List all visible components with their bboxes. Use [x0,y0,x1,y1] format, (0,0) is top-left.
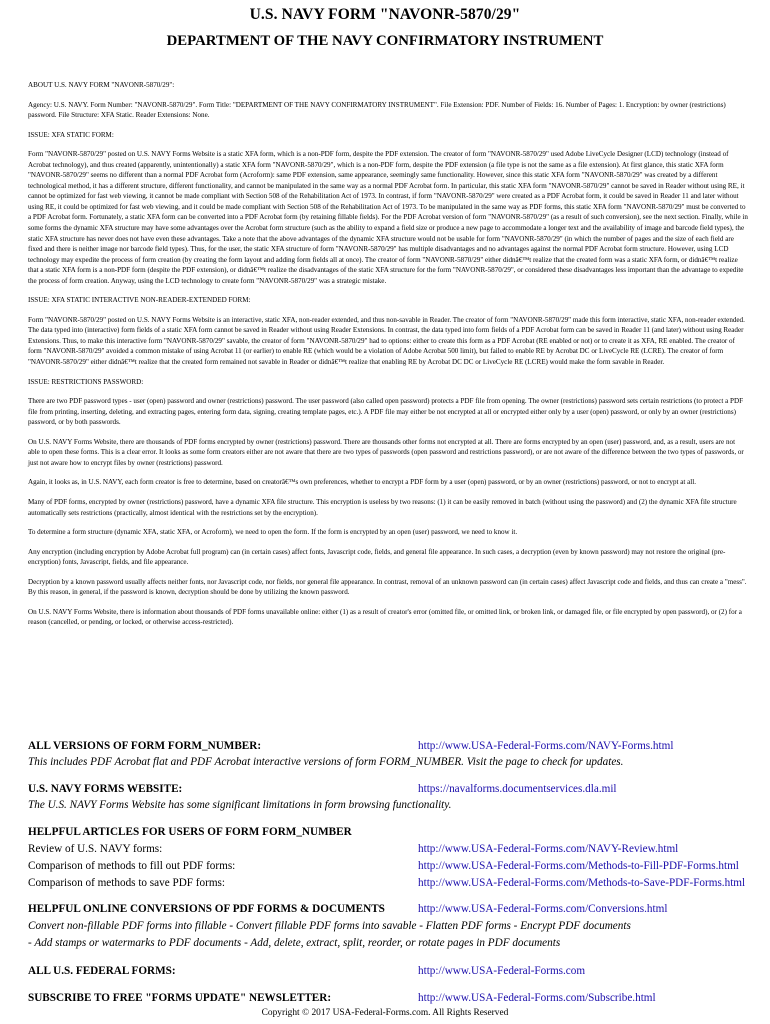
restrictions-paragraph: There are two PDF password types - user (open) password and owner (restrictions) password. The user password (also called open password) protects a PDF file from opening. The owner (restrictions) password sets certain restrictions (to protect a PDF file from printing, inserting, deleting, and extracting pages, entering form data, signing, creating template pages, etc.). A PDF file may either be not encrypted at all or encrypted either only by a user (open) password, or only by an owner (restrictions) password, or by both passwords. [28,397,744,427]
xfa-static-text: Form "NAVONR-5870/29" posted on U.S. NAVY Forms Website is a static XFA form, which is a non-PDF form, despite the PDF extension. The creator of form "NAVONR-5870/29" used Adobe LiveCycle Designer (LCD) technology (instead of Acrobat technology), and thus created (apparently, unintentionally) a static XFA form "NAVONR-5870/29", which is a non-PDF form, despite the PDF extension (a file type is not the same as a file extension). At first glance, this static XFA form "NAVONR-5870/29" seems no different than a normal PDF Acrobat form (Acroform): same PDF extension, same appearance, seemingly same functionality. However, since this static XFA form "NAVONR-5870/29" was created by a different technological method, it has a different structure, different functionality, and cannot be manipulated in the same way as a normal PDF Acrobat form. In particular, this static XFA form "NAVONR-5870/29" cannot be saved in Reader without using RE, it cannot be optimized for fast web viewing, it cannot be made compliant with Section 508 of the Rehabilitation Act of 1973. In contrast, if form "NAVONR-5870/29" were created as a PDF Acrobat form, it could be saved in Reader 11 and later without using RE, it could be optimized for fast web viewing, and it could be made compliant with Section 508 of the Rehabilitation Act of 1973. To be manipulated in the same way as PDF forms, this static XFA form "NAVONR-5870/29" must be converted to a PDF Acrobat form. Fortunately, a static XFA form can be converted into a PDF Acrobat form (by retaining fillable fields). For the PDF Acrobat version of form "NAVONR-5870/29" (as a result of such conversion), see the next section. Finally, while in some forms the dynamic XFA structure may have some advantages over the Acrobat form structure (such as the ability to expand a field size or produce a new page to accommodate a longer text and the availability of image and barcode field types), the static XFA structure has never does not have even these advantages. Take a note that the above advantages of the dynamic XFA structure would not be usable for form "NAVONR-5870/29" (in which the number of pages and the size of each field are fixed and there is neither image nor barcode field types). Thus, for the user, the static XFA structure of form "NAVONR-5870/29" has multiple disadvantages and no advantages against the normal PDF Acrobat form structure. However, using LCD technology may expedite the process of form creation (by creating the form layout and adding form fields all at once). The creator of form "NAVONR-5870/29" either didnâ€™t realize that the created form was a static XFA form, or didnâ€™t realize that a static XFA form is a non-PDF form (despite the PDF extension), or didnâ€™t realize the disadvantages of the static XFA structure for the form "NAVONR-5870/29", or considered these disadvantages less important than the advantage to expedite the process of form creation. Anyway, using the LCD technology to create form "NAVONR-5870/29" was a strategic mistake. [28,150,748,285]
navy-website-note: The U.S. NAVY Forms Website has some significant limitations in form browsing functionality. [28,799,452,811]
restrictions-heading: ISSUE: RESTRICTIONS PASSWORD: [28,377,144,386]
restrictions-paragraph: Many of PDF forms, encrypted by owner (restrictions) password, have a dynamic XFA file structure. This encryption is useless by two reasons: (1) it can be easily removed in batch (without using the password) and (2) the dynamic XFA file structure automatically sets restrictions (practically, almost identical with the restrictions set by the encryption). [28,497,737,517]
articles-heading: HELPFUL ARTICLES FOR USERS OF FORM FORM_NUMBER [28,826,352,838]
article-link[interactable]: http://www.USA-Federal-Forms.com/NAVY-Review.html [418,843,679,855]
restrictions-paragraph: On U.S. NAVY Forms Website, there is information about thousands of PDF forms unavailable online: either (1) as a result of creator's error (omitted file, or omitted link, or broken link, or damaged file, or file encrypted by open password), or (2) for a reason (cancelled, or pending, or locked, or otherwise access-restricted). [28,607,742,627]
conversions-note: Convert non-fillable PDF forms into fillable - Convert fillable PDF forms into savable - Flatten PDF forms - Encrypt PDF documents [28,920,631,932]
subscribe-label: SUBSCRIBE TO FREE "FORMS UPDATE" NEWSLETTER: [28,992,332,1004]
articles-section [28,824,753,891]
all-versions-link[interactable]: http://www.USA-Federal-Forms.com/NAVY-Forms.html [418,740,674,752]
all-forms-label: ALL U.S. FEDERAL FORMS: [28,965,176,977]
article-label: Comparison of methods to fill out PDF forms: [28,860,236,872]
restrictions-paragraph: Again, it looks as, in U.S. NAVY, each form creator is free to determine, based on creatorâ€™s own preferences, whether to encrypt a PDF form by a user (open) password, or by an owner (restrictions) password, or not to encrypt at all. [28,478,696,487]
about-text: Agency: U.S. NAVY. Form Number: "NAVONR-5870/29". Form Title: "DEPARTMENT OF THE NAVY CONFIRMATORY INSTRUMENT". File Extension: PDF. Number of Fields: 16. Number of Pages: 1. Encryption: by owner (restrictions) password. File Structure: XFA Static. Reader Extensions: None. [28,100,726,120]
copyright-footer: Copyright © 2017 USA-Federal-Forms.com. All Rights Reserved [261,1008,509,1018]
conversions-note: - Add stamps or watermarks to PDF documents - Add, delete, extract, split, reorder, or rotate pages in PDF documents [28,937,561,949]
all-forms-section [28,963,753,979]
all-versions-section [28,738,753,770]
xfa-interactive-heading: ISSUE: XFA STATIC INTERACTIVE NON-READER-EXTENDED FORM: [28,296,251,305]
xfa-interactive-text: Form "NAVONR-5870/29" posted on U.S. NAVY Forms Website is an interactive, static XFA, non-reader extended, and thus non-savable in Reader. The creator of form "NAVONR-5870/29" made this form interactive, static XFA, non-reader extended. The data typed into (interactive) form fields of a static XFA form cannot be saved in Reader without using Reader Extensions. In contrast, the data typed into form fields of a PDF Acrobat form can be saved in Reader 11 (and later) without using Reader Extensions. Thus, to make this interactive form "NAVONR-5870/29" savable, the creator of form "NAVONR-5870/29" had to options: either to create this form as a PDF Acrobat (RE enabled or not) or to create it as XFA, RE enabled. The creator of form "NAVONR-5870/29" avoided a common mistake of using Acrobat 11 (or earlier) to enable RE (which would be a violation of Adobe Acrobat 500 limit), but failed to enable RE by Acrobat DC or LiveCycle RE (LCRE). The creator of form "NAVONR-5870/29" either didnâ€™t realize that the created form remained not savable in Reader or didnâ€™t realize that enabling RE by Acrobat DC DC or LiveCycle RE (LCRE) would make the form savable in Reader. [28,315,745,367]
conversions-section [28,901,753,951]
restrictions-paragraph: To determine a form structure (dynamic XFA, static XFA, or Acroform), we need to open the form. If the form is encrypted by an open (user) password, we need to know it. [28,528,518,537]
restrictions-paragraph: Decryption by a known password usually affects neither fonts, nor Javascript code, nor fields, nor general file appearance. In contrast, removal of an unknown password can (in certain cases) affect Javascript code and fields, and thus can create a "mess". By this reason, in general, if the password is known, decryption should be done by utilizing the known password. [28,577,747,597]
document-body [28,80,748,637]
article-link[interactable]: http://www.USA-Federal-Forms.com/Methods-to-Fill-PDF-Forms.html [418,860,739,872]
subscribe-link[interactable]: http://www.USA-Federal-Forms.com/Subscribe.html [418,992,656,1004]
page-subtitle: DEPARTMENT OF THE NAVY CONFIRMATORY INSTRUMENT [166,33,604,49]
all-versions-label: ALL VERSIONS OF FORM FORM_NUMBER: [28,740,262,752]
navy-website-label: U.S. NAVY FORMS WEBSITE: [28,783,183,795]
xfa-static-heading: ISSUE: XFA STATIC FORM: [28,130,114,139]
restrictions-paragraph: Any encryption (including encryption by Adobe Acrobat full program) can (in certain cases) affect fonts, Javascript code, fields, and general file appearance. In such cases, a decryption (even by known password) may not restore the original (pre-encryption) fonts, Javascript, fields, and file appearance. [28,547,726,567]
about-heading: ABOUT U.S. NAVY FORM "NAVONR-5870/29": [28,81,175,89]
article-label: Comparison of methods to save PDF forms: [28,877,226,889]
all-versions-note: This includes PDF Acrobat flat and PDF Acrobat interactive versions of form FORM_NUMBER. Visit the page to check for updates. [28,756,624,768]
all-forms-link[interactable]: http://www.USA-Federal-Forms.com [418,965,586,977]
article-link[interactable]: http://www.USA-Federal-Forms.com/Methods-to-Save-PDF-Forms.html [418,877,746,889]
page-title: U.S. NAVY FORM "NAVONR-5870/29" [249,6,521,23]
conversions-link[interactable]: http://www.USA-Federal-Forms.com/Conversions.html [418,903,668,915]
navy-website-link[interactable]: https://navalforms.documentservices.dla.mil [418,783,617,795]
navy-website-section [28,781,753,813]
conversions-label: HELPFUL ONLINE CONVERSIONS OF PDF FORMS & DOCUMENTS [28,903,385,915]
subscribe-section [28,990,753,1006]
article-label: Review of U.S. NAVY forms: [28,843,163,855]
restrictions-paragraph: On U.S. NAVY Forms Website, there are thousands of PDF forms encrypted by owner (restrictions) password. There are thousands other forms not encrypted at all. There are forms encrypted by an open (user) password, and, as a result, users are not able to open these forms. This is a clear error. It looks as some form creators either are not aware that there are two types of passwords (open password and restrictions password), or are not aware of the difference between the two types of passwords, or just not aware how to encrypt files by owner (restrictions) password. [28,437,744,467]
